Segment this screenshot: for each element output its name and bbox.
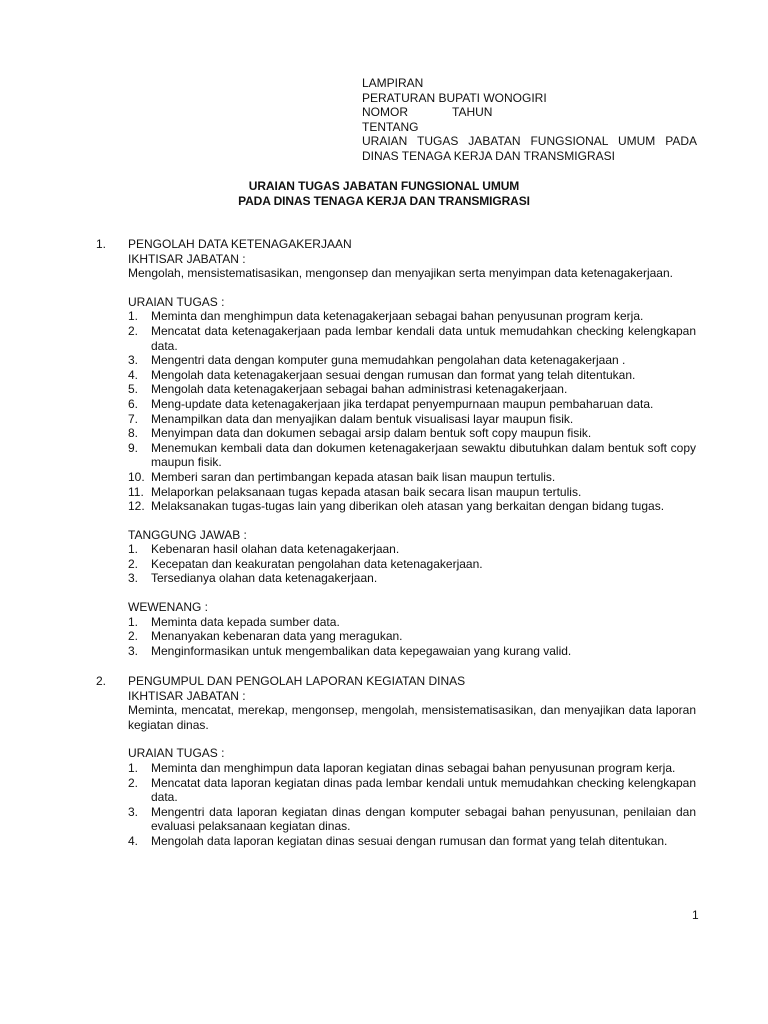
list-item: 7. Menampilkan data dan menyajikan dalam bentuk visualisasi layar maupun fisik.: [128, 411, 574, 426]
page-number: 1: [692, 908, 699, 922]
subject-line-1: URAIAN TUGAS JABATAN FUNGSIONAL UMUM PADA: [362, 134, 697, 149]
section-number: 1.: [96, 237, 107, 251]
list-item: 11. Melaporkan pelaksanaan tugas kepada atasan baik secara lisan maupun tertulis.: [128, 484, 582, 499]
ikhtisar-label: IKHTISAR JABATAN :: [128, 688, 246, 703]
uraian-label: URAIAN TUGAS :: [128, 294, 225, 309]
about-label: TENTANG: [362, 119, 419, 134]
list-item: 2. Mencatat data ketenagakerjaan pada lembar kendali data untuk memudahkan checking kelengkapan data.: [128, 323, 696, 353]
list-item: 5. Mengolah data ketenagakerjaan sebagai bahan administrasi ketenagakerjaan.: [128, 382, 568, 397]
subject-line-2: DINAS TENAGA KERJA DAN TRANSMIGRASI: [362, 148, 615, 163]
section-1: [96, 237, 696, 658]
appendix-header: [362, 76, 697, 164]
number-year-line: [362, 105, 697, 120]
uraian-list: [128, 761, 696, 849]
number-label: NOMOR: [362, 105, 408, 120]
list-item: 4. Mengolah data laporan kegiatan dinas sesuai dengan rumusan dan format yang telah ditentukan.: [128, 833, 668, 848]
list-item: 1. Kebenaran hasil olahan data ketenagakerjaan.: [128, 542, 400, 557]
section-heading: [96, 674, 696, 689]
ikhtisar-text: Mengolah, mensistematisasikan, mengonsep dan menyajikan serta menyimpan data ketenagakerjaan.: [128, 266, 673, 281]
section-number: 2.: [96, 674, 107, 688]
wewenang-label: WEWENANG :: [128, 600, 208, 615]
list-item: 1. Meminta data kepada sumber data.: [128, 614, 340, 629]
list-item: 2. Kecepatan dan keakuratan pengolahan data ketenagakerjaan.: [128, 556, 483, 571]
list-item: 3. Mengentri data laporan kegiatan dinas dengan komputer sebagai bahan penyusunan, penilaian dan evaluasi pelaksanaan kegiatan dinas.: [128, 804, 696, 834]
list-item: 2. Mencatat data laporan kegiatan dinas pada lembar kendali untuk memudahkan checking kelengkapan data.: [128, 775, 696, 805]
section-2: [96, 674, 696, 849]
title-line-1: URAIAN TUGAS JABATAN FUNGSIONAL UMUM: [248, 179, 520, 193]
title-line-2: PADA DINAS TENAGA KERJA DAN TRANSMIGRASI: [238, 194, 530, 208]
appendix-label: LAMPIRAN: [362, 76, 424, 90]
list-item: 10. Memberi saran dan pertimbangan kepada atasan baik lisan maupun tertulis.: [128, 469, 556, 484]
document-title: [0, 179, 768, 209]
list-item: 9. Menemukan kembali data dan dokumen ketenagakerjaan sewaktu dibutuhkan dalam bentuk soft copy maupun fisik.: [128, 440, 696, 470]
ikhtisar-label: IKHTISAR JABATAN :: [128, 251, 246, 266]
tanggung-jawab-label: TANGGUNG JAWAB :: [128, 527, 247, 542]
year-label: TAHUN: [452, 105, 493, 120]
list-item: 2. Menanyakan kebenaran data yang meragukan.: [128, 629, 403, 644]
list-item: 3. Mengentri data dengan komputer guna memudahkan pengolahan data ketenagakerjaan .: [128, 353, 626, 368]
list-item: 12. Melaksanakan tugas-tugas lain yang diberikan oleh atasan yang berkaitan dengan bidang tugas.: [128, 499, 665, 514]
list-item: 1. Meminta dan menghimpun data ketenagakerjaan sebagai bahan penyusunan program kerja.: [128, 309, 644, 324]
ikhtisar-text: Meminta, mencatat, merekap, mengonsep, mengolah, mensistematisasikan, dan menyajikan data laporan kegiatan dinas.: [128, 703, 696, 732]
section-heading: [96, 237, 696, 252]
list-item: 4. Mengolah data ketenagakerjaan sesuai dengan rumusan dan format yang telah ditentukan.: [128, 367, 636, 382]
section-title: PENGUMPUL DAN PENGOLAH LAPORAN KEGIATAN DINAS: [128, 674, 466, 688]
list-item: 8. Menyimpan data dan dokumen sebagai arsip dalam bentuk soft copy maupun fisik.: [128, 426, 592, 441]
uraian-label: URAIAN TUGAS :: [128, 746, 225, 761]
regulation-title: PERATURAN BUPATI WONOGIRI: [362, 90, 547, 105]
list-item: 3. Menginformasikan untuk mengembalikan data kepegawaian yang kurang valid.: [128, 643, 572, 658]
list-item: 3. Tersedianya olahan data ketenagakerjaan.: [128, 571, 378, 586]
list-item: 1. Meminta dan menghimpun data laporan kegiatan dinas sebagai bahan penyusunan program kerja.: [128, 760, 676, 775]
section-title: PENGOLAH DATA KETENAGAKERJAAN: [128, 237, 352, 251]
wewenang-list: [128, 615, 696, 659]
tanggung-jawab-list: [128, 542, 696, 586]
list-item: 6. Meng-update data ketenagakerjaan jika terdapat penyempurnaan maupun pembaharuan data.: [128, 396, 654, 411]
uraian-list: [128, 309, 696, 513]
